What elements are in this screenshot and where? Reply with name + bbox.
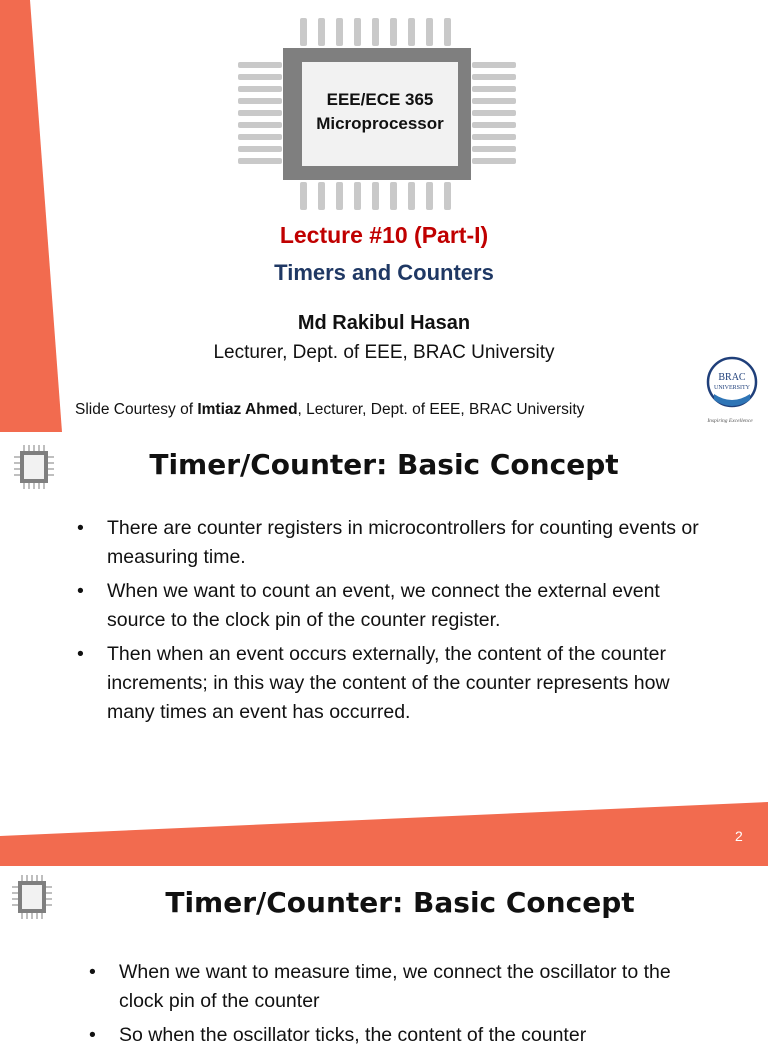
author-name: Md Rakibul Hasan	[297, 312, 471, 334]
list-item: • When we want to measure time, we connect the oscillator to the clock pin of the counter	[119, 958, 719, 1016]
logo-tagline: Inspiring Excellence	[707, 418, 753, 424]
author-role: Lecturer, Dept. of EEE, BRAC University	[213, 342, 555, 363]
red-side-band	[0, 0, 62, 432]
slide-title: Timer/Counter: Basic Concept	[165, 886, 635, 919]
footer-band	[0, 800, 768, 866]
course-code: EEE/ECE 365	[326, 90, 434, 109]
logo-brac: BRAC	[718, 372, 746, 383]
lecture-topic: Timers and Counters	[274, 260, 494, 285]
course-name: Microprocessor	[316, 114, 444, 133]
bullet-list	[119, 958, 719, 1055]
title-slide	[0, 0, 768, 432]
courtesy-name: Imtiaz Ahmed	[197, 401, 298, 418]
bullet-list	[107, 514, 707, 732]
course-code-label	[300, 88, 460, 136]
list-item: • Then when an event occurs externally, the content of the counter increments; in this way the content of the counter represents how many times an event has occurred.	[107, 640, 707, 727]
brac-university-logo	[694, 354, 766, 432]
courtesy-suffix: , Lecturer, Dept. of EEE, BRAC University	[297, 401, 585, 418]
content-slide-3	[0, 866, 768, 1046]
list-item: • There are counter registers in microcontrollers for counting events or measuring time.	[107, 514, 707, 572]
slide-courtesy	[75, 401, 584, 419]
page-number: 2	[735, 828, 743, 844]
courtesy-prefix: Slide Courtesy of	[75, 401, 198, 418]
content-slide-2	[0, 432, 768, 866]
list-item: • When we want to count an event, we connect the external event source to the clock pin of the counter register.	[107, 577, 707, 635]
slide-title: Timer/Counter: Basic Concept	[149, 448, 619, 481]
lecture-number: Lecture #10 (Part-I)	[279, 222, 489, 248]
logo-university: UNIVERSITY	[714, 385, 750, 391]
list-item: • So when the oscillator ticks, the content of the counter	[119, 1021, 719, 1050]
